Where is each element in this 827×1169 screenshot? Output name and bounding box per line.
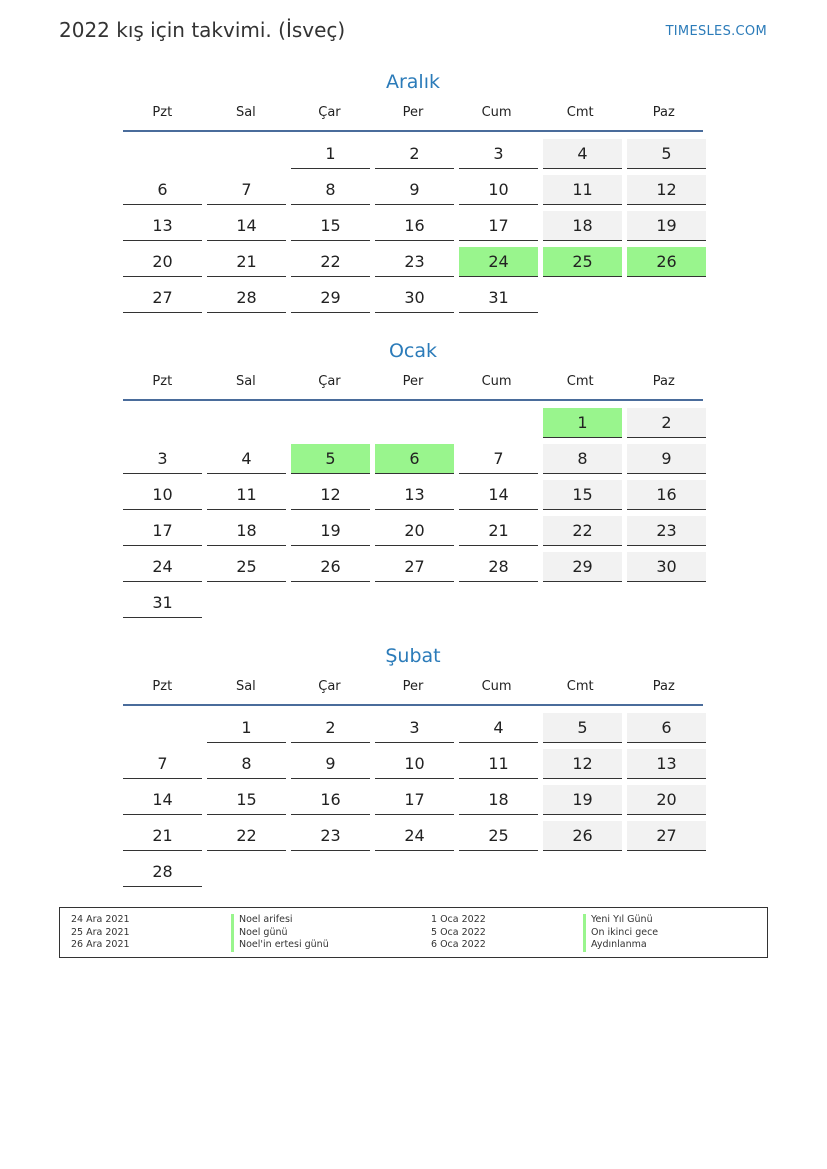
legend-dates-right xyxy=(431,914,486,952)
day-cell: 20 xyxy=(375,516,454,546)
day-cell: 18 xyxy=(543,211,622,241)
day-cell: 1 xyxy=(207,713,286,743)
day-cell: 10 xyxy=(123,480,202,510)
month-block-february xyxy=(123,641,703,890)
day-cell: 29 xyxy=(543,552,622,582)
holiday-day-cell: 24 xyxy=(459,247,538,277)
day-grid xyxy=(123,136,703,316)
legend-holiday-name: Yeni Yıl Günü xyxy=(583,914,658,927)
day-cell: 6 xyxy=(123,175,202,205)
day-cell: 30 xyxy=(627,552,706,582)
weekday-label: Çar xyxy=(318,373,341,389)
day-cell: 29 xyxy=(291,283,370,313)
month-block-january xyxy=(123,336,703,621)
month-title: Ocak xyxy=(388,340,438,362)
day-cell: 28 xyxy=(207,283,286,313)
empty-day-cell xyxy=(207,408,286,438)
day-cell: 11 xyxy=(459,749,538,779)
day-cell: 6 xyxy=(627,713,706,743)
day-cell: 4 xyxy=(543,139,622,169)
day-cell: 25 xyxy=(459,821,538,851)
day-cell: 18 xyxy=(207,516,286,546)
day-cell: 19 xyxy=(543,785,622,815)
legend-names-left xyxy=(231,914,329,952)
day-cell: 31 xyxy=(459,283,538,313)
day-cell: 4 xyxy=(459,713,538,743)
day-cell: 3 xyxy=(375,713,454,743)
day-cell: 2 xyxy=(627,408,706,438)
holiday-legend xyxy=(59,907,768,958)
day-cell: 9 xyxy=(291,749,370,779)
weekday-label: Pzt xyxy=(152,373,173,389)
day-cell: 7 xyxy=(123,749,202,779)
header-rule xyxy=(123,130,703,132)
day-cell: 19 xyxy=(291,516,370,546)
brand-link[interactable]: TIMESLES.COM xyxy=(665,24,767,39)
legend-date: 6 Oca 2022 xyxy=(431,939,486,950)
weekday-label: Sal xyxy=(235,678,256,694)
weekday-header xyxy=(123,368,703,394)
day-cell: 5 xyxy=(627,139,706,169)
day-cell: 13 xyxy=(627,749,706,779)
month-title: Şubat xyxy=(385,645,441,667)
weekday-label: Çar xyxy=(318,104,341,120)
weekday-label: Pzt xyxy=(152,678,173,694)
day-cell: 23 xyxy=(627,516,706,546)
day-cell: 16 xyxy=(627,480,706,510)
day-cell: 17 xyxy=(459,211,538,241)
day-cell: 15 xyxy=(543,480,622,510)
day-cell: 7 xyxy=(207,175,286,205)
legend-holiday-name: Noel'in ertesi günü xyxy=(231,939,329,952)
day-cell: 4 xyxy=(207,444,286,474)
legend-date: 25 Ara 2021 xyxy=(71,926,130,938)
holiday-day-cell: 26 xyxy=(627,247,706,277)
day-cell: 16 xyxy=(291,785,370,815)
month-block-december xyxy=(123,67,703,316)
day-cell: 11 xyxy=(543,175,622,205)
legend-date: 5 Oca 2022 xyxy=(431,926,486,938)
weekday-label: Çar xyxy=(318,678,341,694)
day-cell: 21 xyxy=(123,821,202,851)
day-cell: 22 xyxy=(291,247,370,277)
day-cell: 3 xyxy=(459,139,538,169)
day-cell: 17 xyxy=(375,785,454,815)
day-cell: 27 xyxy=(123,283,202,313)
day-cell: 23 xyxy=(291,821,370,851)
weekday-label: Cmt xyxy=(566,678,594,694)
day-cell: 31 xyxy=(123,588,202,618)
day-cell: 24 xyxy=(375,821,454,851)
day-cell: 14 xyxy=(459,480,538,510)
day-cell: 28 xyxy=(459,552,538,582)
empty-day-cell xyxy=(123,713,202,743)
day-cell: 26 xyxy=(543,821,622,851)
holiday-day-cell: 1 xyxy=(543,408,622,438)
day-cell: 14 xyxy=(207,211,286,241)
weekday-label: Per xyxy=(402,373,424,389)
day-cell: 12 xyxy=(291,480,370,510)
day-cell: 21 xyxy=(207,247,286,277)
weekday-label: Paz xyxy=(652,104,675,120)
weekday-label: Per xyxy=(402,104,424,120)
weekday-header xyxy=(123,673,703,699)
day-cell: 10 xyxy=(375,749,454,779)
empty-day-cell xyxy=(459,408,538,438)
day-cell: 28 xyxy=(123,857,202,887)
month-title: Aralık xyxy=(385,71,440,93)
legend-date: 1 Oca 2022 xyxy=(431,914,486,925)
weekday-label: Cum xyxy=(481,373,512,389)
weekday-label: Sal xyxy=(235,373,256,389)
day-cell: 27 xyxy=(375,552,454,582)
empty-day-cell xyxy=(375,408,454,438)
weekday-label: Paz xyxy=(652,373,675,389)
day-cell: 18 xyxy=(459,785,538,815)
legend-holiday-name: Aydınlanma xyxy=(583,939,658,952)
legend-date: 24 Ara 2021 xyxy=(71,914,130,925)
legend-dates-left xyxy=(71,914,130,952)
holiday-day-cell: 5 xyxy=(291,444,370,474)
day-cell: 26 xyxy=(291,552,370,582)
holiday-day-cell: 25 xyxy=(543,247,622,277)
weekday-label: Paz xyxy=(652,678,675,694)
day-cell: 27 xyxy=(627,821,706,851)
day-cell: 8 xyxy=(543,444,622,474)
page-title: 2022 kış için takvimi. (İsveç) xyxy=(59,18,346,42)
empty-day-cell xyxy=(123,408,202,438)
day-cell: 10 xyxy=(459,175,538,205)
day-cell: 1 xyxy=(291,139,370,169)
empty-day-cell xyxy=(123,139,202,169)
header-rule xyxy=(123,399,703,401)
weekday-label: Cum xyxy=(481,104,512,120)
legend-holiday-name: Noel günü xyxy=(231,927,329,940)
legend-date: 26 Ara 2021 xyxy=(71,939,130,950)
day-cell: 22 xyxy=(543,516,622,546)
day-cell: 21 xyxy=(459,516,538,546)
weekday-label: Cmt xyxy=(566,104,594,120)
day-cell: 13 xyxy=(375,480,454,510)
day-cell: 24 xyxy=(123,552,202,582)
day-cell: 11 xyxy=(207,480,286,510)
legend-holiday-name: On ikinci gece xyxy=(583,927,658,940)
day-cell: 9 xyxy=(627,444,706,474)
day-cell: 8 xyxy=(291,175,370,205)
weekday-label: Cum xyxy=(481,678,512,694)
day-grid xyxy=(123,405,703,621)
day-cell: 13 xyxy=(123,211,202,241)
day-cell: 15 xyxy=(291,211,370,241)
day-cell: 5 xyxy=(543,713,622,743)
day-cell: 2 xyxy=(291,713,370,743)
weekday-label: Pzt xyxy=(152,104,173,120)
day-cell: 2 xyxy=(375,139,454,169)
day-cell: 3 xyxy=(123,444,202,474)
legend-holiday-name: Noel arifesi xyxy=(231,914,329,927)
day-cell: 17 xyxy=(123,516,202,546)
day-cell: 23 xyxy=(375,247,454,277)
day-cell: 12 xyxy=(543,749,622,779)
day-cell: 7 xyxy=(459,444,538,474)
day-cell: 20 xyxy=(123,247,202,277)
empty-day-cell xyxy=(207,139,286,169)
weekday-header xyxy=(123,99,703,125)
day-grid xyxy=(123,710,703,890)
day-cell: 12 xyxy=(627,175,706,205)
day-cell: 15 xyxy=(207,785,286,815)
day-cell: 14 xyxy=(123,785,202,815)
day-cell: 22 xyxy=(207,821,286,851)
day-cell: 25 xyxy=(207,552,286,582)
day-cell: 9 xyxy=(375,175,454,205)
header-rule xyxy=(123,704,703,706)
day-cell: 8 xyxy=(207,749,286,779)
holiday-day-cell: 6 xyxy=(375,444,454,474)
empty-day-cell xyxy=(291,408,370,438)
weekday-label: Cmt xyxy=(566,373,594,389)
day-cell: 20 xyxy=(627,785,706,815)
day-cell: 16 xyxy=(375,211,454,241)
weekday-label: Sal xyxy=(235,104,256,120)
day-cell: 30 xyxy=(375,283,454,313)
day-cell: 19 xyxy=(627,211,706,241)
weekday-label: Per xyxy=(402,678,424,694)
legend-names-right xyxy=(583,914,658,952)
